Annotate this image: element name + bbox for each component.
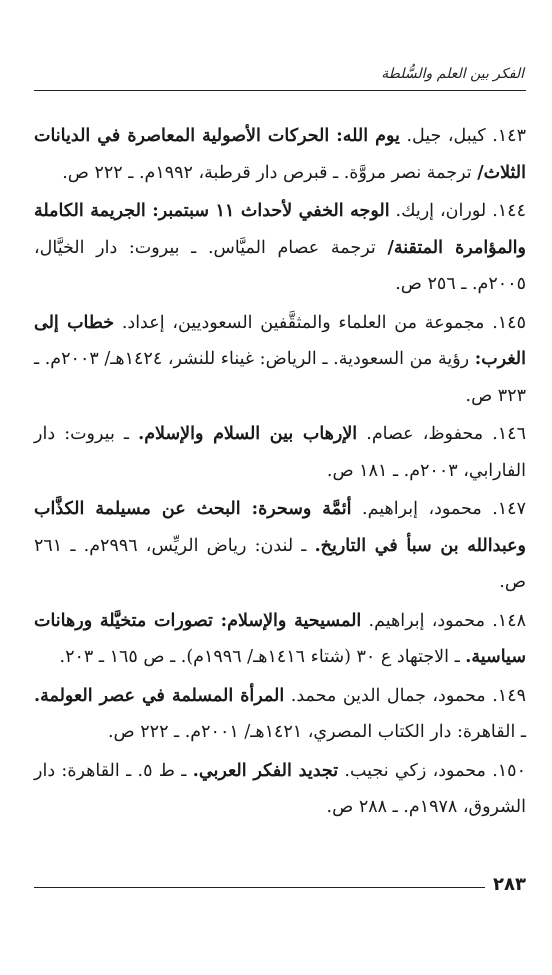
header-rule	[34, 90, 526, 91]
bibliography-entry-149	[34, 678, 526, 751]
entry-author: محمود، إبراهيم.	[362, 499, 482, 519]
bibliography-entry-143	[34, 118, 526, 191]
entry-number: ١٤٤.	[492, 201, 526, 221]
entry-title: الوجه الخفي لأحداث ١١ سبتمبر: الجريمة الكاملة والمؤامرة المتقنة/	[34, 201, 526, 258]
entry-details: ـ القاهرة: دار الكتاب المصري، ١٤٢١هـ/ ٢٠٠١م. ـ ٢٢٢ ص.	[107, 722, 526, 742]
entry-author: محمود، جمال الدين محمد.	[290, 685, 486, 706]
entry-title: تجديد الفكر العربي.	[192, 760, 339, 781]
entry-number: ١٤٦.	[492, 424, 526, 444]
entry-title: المسيحية والإسلام: تصورات متخيَّلة ورهانات سياسية.	[34, 610, 526, 667]
entry-details: رؤية من السعودية. ـ الرياض: غيناء للنشر، ١٤٢٤هـ/ ٢٠٠٣م. ـ ٣٢٣ ص.	[34, 349, 526, 406]
bibliography-entry-150	[34, 753, 526, 826]
bibliography-entry-147	[34, 491, 526, 601]
entry-author: محمود، إبراهيم.	[368, 610, 485, 631]
entry-details: ـ الاجتهاد ع ٣٠ (شتاء ١٤١٦هـ/ ١٩٩٦م). ـ ص ١٦٥ ـ ٢٠٣.	[59, 647, 460, 667]
bibliography-entry-148	[34, 603, 526, 676]
entry-number: ١٤٧.	[492, 499, 526, 519]
running-header-title: الفكر بين العلم والسُّلطة	[381, 66, 524, 82]
page-number: ٢٨٣	[485, 874, 526, 895]
footer-rule	[34, 887, 486, 888]
entry-number: ١٤٣.	[492, 126, 526, 146]
entry-number: ١٤٩.	[492, 685, 526, 706]
entry-title: الإرهاب بين السلام والإسلام.	[138, 424, 358, 444]
page-footer	[34, 874, 526, 898]
entry-details: ـ ط ٥. ـ القاهرة: دار الشروق، ١٩٧٨م. ـ ٢٨٨ ص.	[34, 760, 526, 817]
entry-author: كيبل، جيل.	[406, 126, 486, 146]
bibliography-entry-144	[34, 193, 526, 303]
entry-details: ـ بيروت: دار الفارابي، ٢٠٠٣م. ـ ١٨١ ص.	[34, 424, 526, 481]
entry-author: محمود، زكي نجيب.	[344, 760, 486, 781]
entry-title: خطاب إلى الغرب:	[34, 312, 526, 369]
entry-number: ١٤٨.	[492, 610, 526, 631]
entry-details: ـ لندن: رياض الريِّس، ٢٩٩٦م. ـ ٢٦١ ص.	[34, 535, 526, 592]
entry-title: المرأة المسلمة في عصر العولمة.	[34, 685, 285, 706]
entry-details: ترجمة عصام الميَّاس. ـ بيروت: دار الخيَّال، ٢٠٠٥م. ـ ٢٥٦ ص.	[34, 237, 526, 294]
running-header	[34, 66, 526, 88]
entry-author: مجموعة من العلماء والمثقَّفين السعوديين، إعداد.	[121, 312, 485, 333]
bibliography-entry-146	[34, 416, 526, 489]
entry-number: ١٥٠.	[492, 760, 526, 781]
entry-title: أئمَّة وسحرة: البحث عن مسيلمة الكذَّاب وعبدالله بن سبأ في التاريخ.	[34, 499, 526, 556]
entry-details: ترجمة نصر مروَّة. ـ قبرص دار قرطبة، ١٩٩٢م. ـ ٢٢٢ ص.	[62, 162, 472, 183]
bibliography-list	[34, 118, 526, 826]
bibliography-entry-145	[34, 305, 526, 415]
entry-author: محفوظ، عصام.	[366, 424, 484, 444]
entry-title: يوم الله: الحركات الأصولية المعاصرة في الديانات الثلاث/	[34, 126, 526, 183]
entry-number: ١٤٥.	[492, 312, 526, 333]
entry-author: لوران، إريك.	[395, 201, 487, 221]
